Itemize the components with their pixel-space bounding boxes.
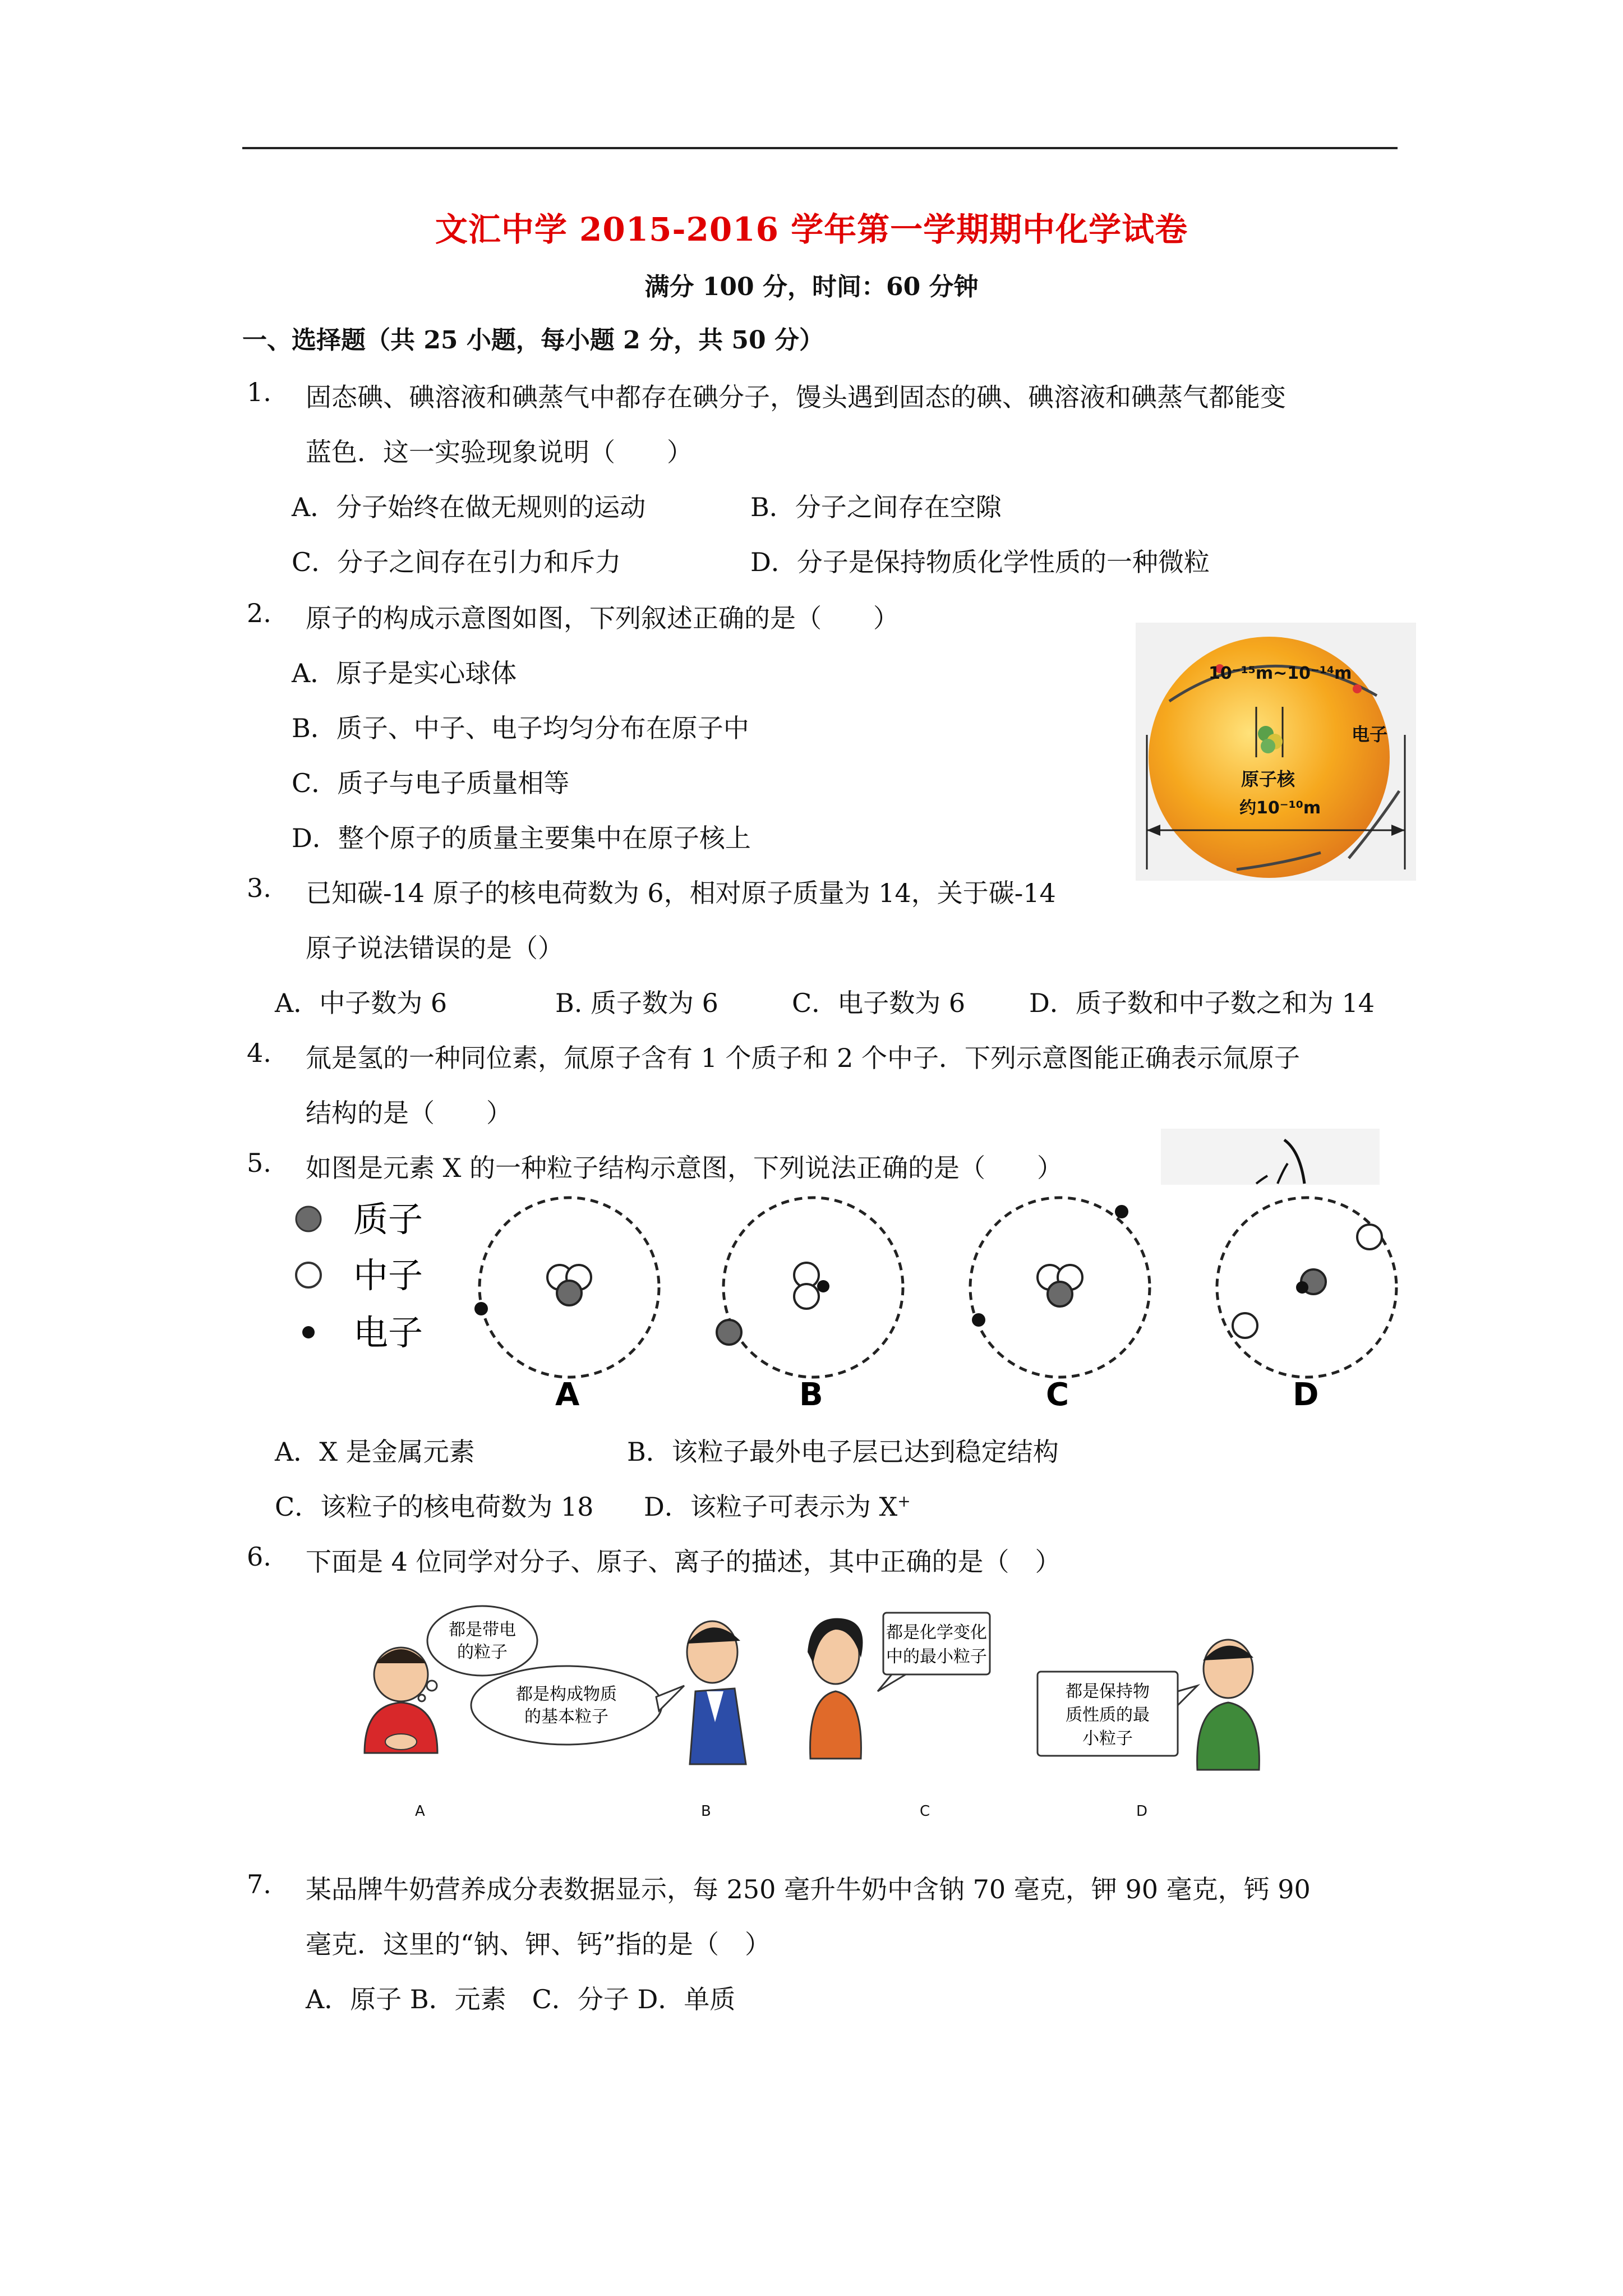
student-c-label: C bbox=[920, 1803, 930, 1820]
section-heading: 一、选择题（共 25 小题，每小题 2 分，共 50 分） bbox=[242, 326, 824, 355]
q1-stem-line2: 蓝色．这一实验现象说明（ ） bbox=[306, 437, 693, 467]
bubble-d bbox=[1038, 1672, 1197, 1756]
electron-dot bbox=[1353, 684, 1362, 693]
q3-number: 3. bbox=[247, 873, 271, 903]
bubble-b bbox=[471, 1666, 684, 1745]
q7-number: 7. bbox=[247, 1869, 271, 1899]
legend-neutron-label: 中子 bbox=[353, 1255, 423, 1296]
q5-option-c[interactable]: C．该粒子的核电荷数为 18 bbox=[275, 1492, 594, 1522]
q2-option-a[interactable]: A．原子是实心球体 bbox=[292, 658, 517, 688]
q1-number: 1. bbox=[247, 377, 271, 407]
q7-stem-line1: 某品牌牛奶营养成分表数据显示，每 250 毫升牛奶中含钠 70 毫克，钾 90 毫克，钙 90 bbox=[306, 1874, 1311, 1904]
q1-option-d[interactable]: D．分子是保持物质化学性质的一种微粒 bbox=[750, 547, 1210, 577]
q6-stem: 下面是 4 位同学对分子、原子、离子的描述，其中正确的是（ ） bbox=[306, 1547, 1061, 1577]
q2-option-c[interactable]: C．质子与电子质量相等 bbox=[292, 768, 570, 798]
diagram-a-label: A bbox=[555, 1377, 580, 1413]
nucleus-label: 原子核 bbox=[1241, 769, 1295, 790]
q5-option-d-charge: + bbox=[897, 1492, 911, 1511]
atom-structure-figure bbox=[1136, 623, 1416, 881]
nucleus-size-label: 10⁻¹⁵m~10⁻¹⁴m bbox=[1209, 664, 1352, 683]
bubble-a-line2: 的粒子 bbox=[457, 1642, 508, 1662]
nucleus-particle bbox=[1261, 739, 1275, 753]
q5-option-d[interactable] bbox=[644, 1487, 911, 1524]
q1-option-a[interactable]: A．分子始终在做无规则的运动 bbox=[292, 492, 646, 522]
exam-title: 文汇中学 2015-2016 学年第一学期期中化学试卷 bbox=[435, 210, 1188, 249]
bubble-c-line2: 中的最小粒子 bbox=[886, 1647, 987, 1667]
q3-option-d[interactable]: D．质子数和中子数之和为 14 bbox=[1029, 988, 1375, 1018]
header-rule bbox=[242, 147, 1398, 149]
legend-electron-icon bbox=[302, 1326, 315, 1338]
q1-option-b[interactable]: B．分子之间存在空隙 bbox=[750, 492, 1002, 522]
bubble-c-line1: 都是化学变化 bbox=[886, 1623, 987, 1642]
q2-option-d[interactable]: D．整个原子的质量主要集中在原子核上 bbox=[292, 823, 751, 853]
legend-neutron-icon bbox=[296, 1263, 321, 1287]
bubble-d-line3: 小粒子 bbox=[1082, 1729, 1133, 1749]
diagram-a[interactable] bbox=[474, 1198, 659, 1377]
q2-stem: 原子的构成示意图如图，下列叙述正确的是（ ） bbox=[306, 603, 899, 633]
q5-stem: 如图是元素 X 的一种粒子结构示意图，下列说法正确的是（ ） bbox=[306, 1153, 1063, 1183]
diagram-d[interactable] bbox=[1217, 1198, 1396, 1377]
q1-stem-line1: 固态碘、碘溶液和碘蒸气中都存在碘分子，馒头遇到固态的碘、碘溶液和碘蒸气都能变 bbox=[306, 382, 1286, 412]
student-a-label: A bbox=[415, 1803, 425, 1820]
diagram-b[interactable] bbox=[717, 1198, 903, 1377]
q2-number: 2. bbox=[247, 598, 271, 628]
diagram-c-label: C bbox=[1046, 1377, 1069, 1413]
legend-electron-label: 电子 bbox=[353, 1312, 423, 1353]
diagram-c[interactable] bbox=[970, 1198, 1150, 1377]
bubble-b-line1: 都是构成物质 bbox=[516, 1685, 617, 1704]
q1-option-c[interactable]: C．分子之间存在引力和斥力 bbox=[292, 547, 621, 577]
q4-number: 4. bbox=[247, 1038, 271, 1068]
diagram-b-label: B bbox=[799, 1377, 823, 1413]
bubble-b-line2: 的基本粒子 bbox=[524, 1707, 608, 1727]
q5-number: 5. bbox=[247, 1148, 271, 1178]
q5-option-b[interactable]: B．该粒子最外电子层已达到稳定结构 bbox=[627, 1437, 1059, 1467]
q6-number: 6. bbox=[247, 1542, 271, 1572]
q3-option-a[interactable]: A．中子数为 6 bbox=[275, 988, 448, 1018]
student-a bbox=[365, 1648, 437, 1753]
exam-subtitle: 满分 100 分，时间：60 分钟 bbox=[644, 273, 979, 301]
student-b-label: B bbox=[701, 1803, 711, 1820]
q7-stem-line2: 毫克．这里的“钠、钾、钙”指的是（ ） bbox=[306, 1929, 771, 1959]
q2-option-b[interactable]: B．质子、中子、电子均匀分布在原子中 bbox=[292, 713, 749, 743]
student-b bbox=[687, 1621, 746, 1764]
bubble-d-line2: 质性质的最 bbox=[1066, 1705, 1150, 1725]
student-d bbox=[1197, 1640, 1260, 1770]
student-statements-figure bbox=[353, 1602, 1307, 1832]
student-d-label: D bbox=[1136, 1803, 1148, 1820]
q3-option-b[interactable]: B. 质子数为 6 bbox=[555, 988, 718, 1018]
legend-proton-label: 质子 bbox=[353, 1199, 423, 1240]
q5-option-d-text: D．该粒子可表示为 X bbox=[644, 1492, 898, 1522]
q5-particle-figure-partial bbox=[1161, 1129, 1380, 1185]
q3-option-c[interactable]: C．电子数为 6 bbox=[792, 988, 966, 1018]
bubble-d-line1: 都是保持物 bbox=[1066, 1682, 1150, 1701]
q4-stem-line1: 氚是氢的一种同位素，氚原子含有 1 个质子和 2 个中子．下列示意图能正确表示氚原子 bbox=[306, 1043, 1301, 1073]
q4-stem-line2: 结构的是（ ） bbox=[306, 1098, 512, 1128]
q7-options[interactable]: A．原子 B．元素 C．分子 D．单质 bbox=[306, 1984, 736, 2014]
tritium-diagrams bbox=[292, 1192, 1525, 1416]
diagram-d-label: D bbox=[1293, 1377, 1319, 1413]
electron-label: 电子 bbox=[1352, 724, 1388, 745]
legend-proton-icon bbox=[296, 1207, 321, 1231]
q3-stem-line2: 原子说法错误的是（） bbox=[306, 933, 564, 963]
bubble-c bbox=[878, 1613, 990, 1691]
student-c bbox=[808, 1618, 863, 1759]
bubble-a-line1: 都是带电 bbox=[449, 1620, 516, 1640]
q3-stem-line1: 已知碳-14 原子的核电荷数为 6，相对原子质量为 14，关于碳-14 bbox=[306, 878, 1056, 908]
q5-option-a[interactable]: A．X 是金属元素 bbox=[275, 1437, 475, 1467]
atom-size-label: 约10⁻¹⁰m bbox=[1239, 798, 1321, 818]
